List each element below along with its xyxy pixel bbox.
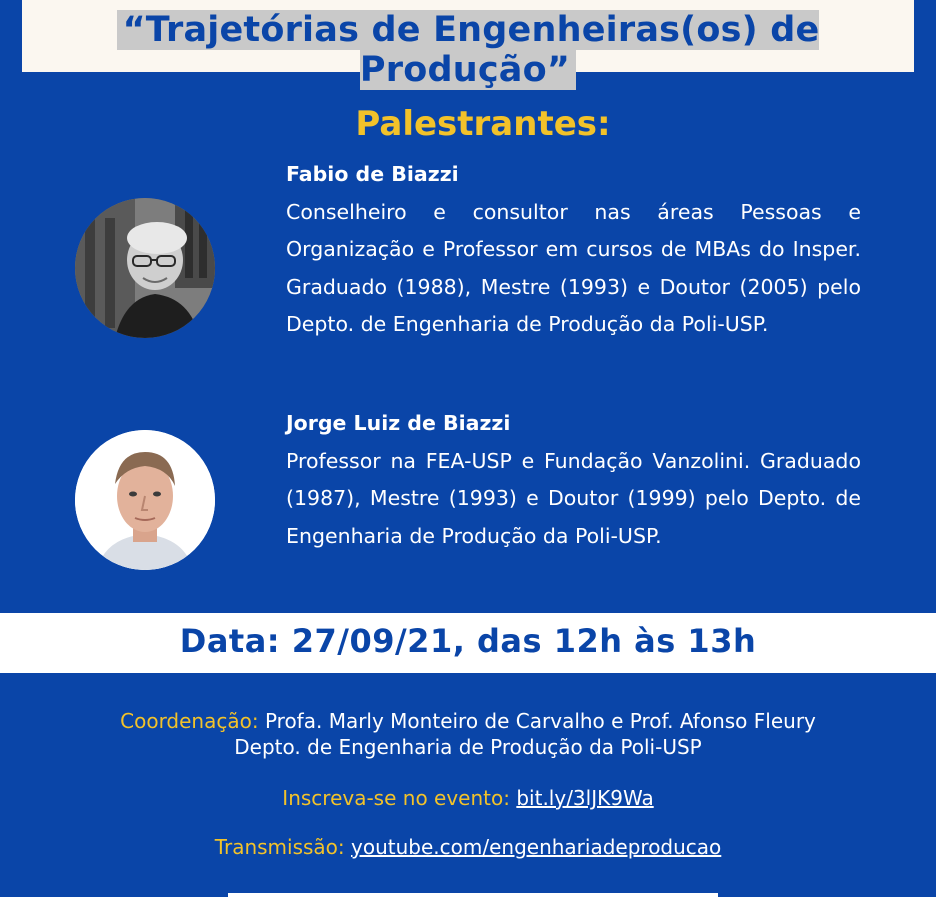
bottom-divider	[228, 893, 718, 897]
speaker-name: Fabio de Biazzi	[286, 162, 459, 186]
speaker-bio: Professor na FEA-USP e Fundação Vanzolini. Graduado (1987), Mestre (1993) e Doutor (1999) pelo Depto. de Engenharia de Produção da Poli-USP.	[286, 448, 861, 548]
stream-link[interactable]: youtube.com/engenhariadeproducao	[351, 835, 722, 859]
speaker-photo-jorge-graphic	[75, 430, 215, 570]
event-title-text: “Trajetórias de Engenheiras(os) de Produção”	[117, 10, 820, 90]
signup-link[interactable]: bit.ly/3lJK9Wa	[516, 786, 654, 810]
speaker-photo-jorge	[75, 430, 215, 570]
title-banner	[22, 0, 914, 90]
speaker-photo-fabio	[75, 198, 215, 338]
stream-line	[0, 835, 936, 859]
event-date: Data: 27/09/21, das 12h às 13h	[179, 622, 757, 660]
coordination-label: Coordenação:	[120, 709, 259, 733]
speaker-photo-fabio-graphic	[75, 198, 215, 338]
speaker-card-2	[286, 405, 861, 555]
coordination-dept: Depto. de Engenharia de Produção da Poli-USP	[234, 735, 702, 759]
event-title	[22, 10, 914, 90]
coordination-line	[0, 709, 936, 733]
speaker-name: Jorge Luiz de Biazzi	[286, 411, 511, 435]
signup-label: Inscreva-se no evento:	[282, 786, 510, 810]
speaker-bio: Conselheiro e consultor nas áreas Pessoas e Organização e Professor em cursos de MBAs do Insper. Graduado (1988), Mestre (1993) e Doutor (2005) pelo Depto. de Engenharia de Produção da Poli-USP.	[286, 199, 861, 336]
signup-line	[0, 786, 936, 810]
date-banner	[0, 613, 936, 673]
coordination-value: Profa. Marly Monteiro de Carvalho e Prof. Afonso Fleury	[264, 709, 816, 733]
stream-label: Transmissão:	[214, 835, 345, 859]
speaker-card-1	[286, 156, 861, 344]
speakers-heading: Palestrantes:	[355, 104, 611, 144]
